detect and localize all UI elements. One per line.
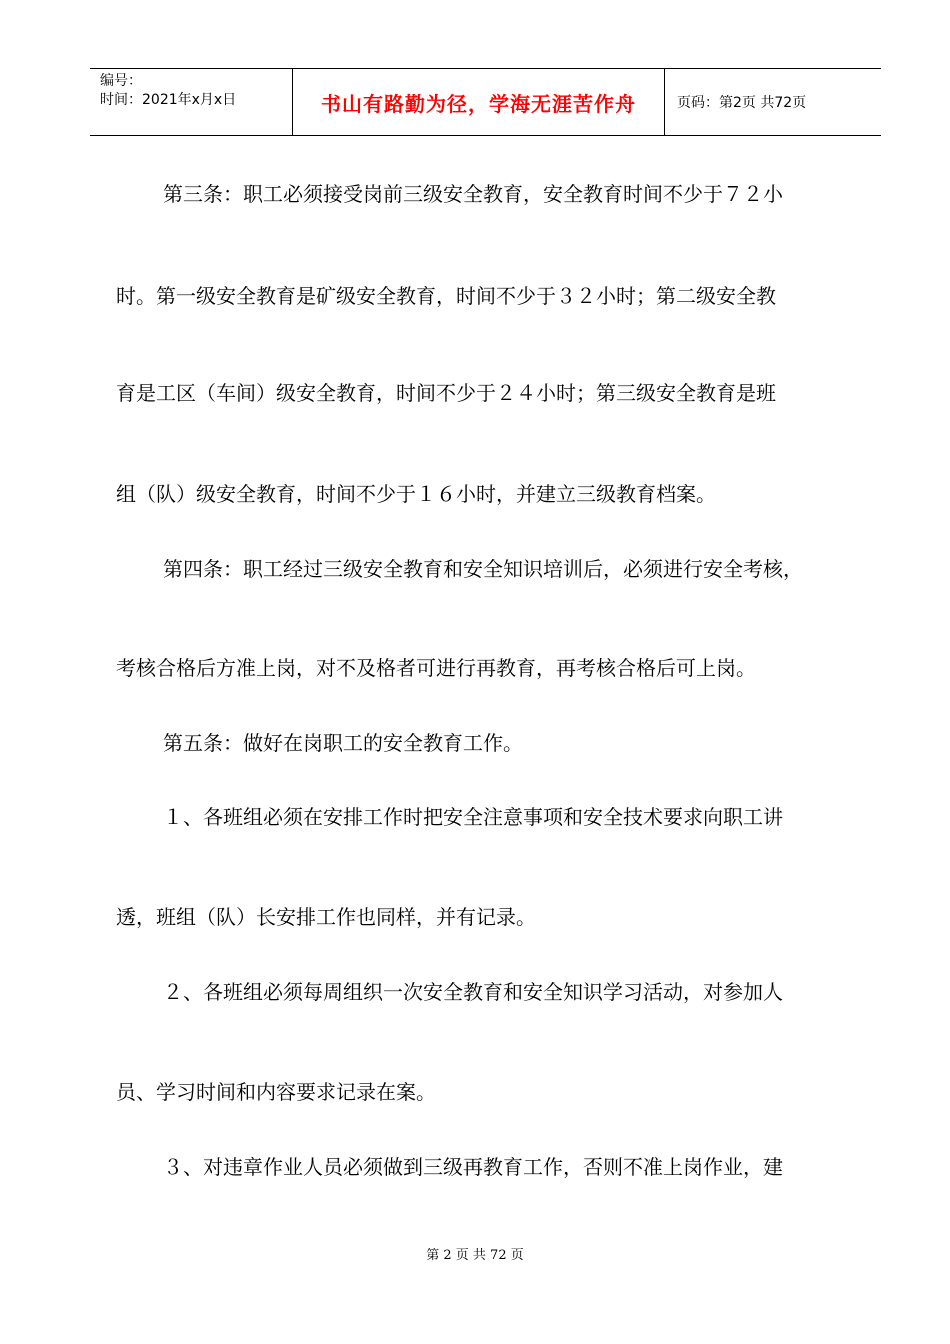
body-line: １、各班组必须在安排工作时把安全注意事项和安全技术要求向职工讲: [163, 805, 783, 829]
body-line: ３、对违章作业人员必须做到三级再教育工作，否则不准上岗作业，建: [163, 1155, 783, 1179]
document-header: [90, 68, 881, 136]
body-line: ２、各班组必须每周组织一次安全教育和安全知识学习活动，对参加人: [163, 980, 783, 1004]
header-slogan: 书山有路勤为径，学海无涯苦作舟: [293, 69, 665, 135]
body-line: 组（队）级安全教育，时间不少于１６小时，并建立三级教育档案。: [116, 482, 716, 506]
header-code-label: 编号：: [100, 73, 142, 89]
body-line: 第三条：职工必须接受岗前三级安全教育，安全教育时间不少于７２小: [163, 182, 783, 206]
body-line: 员、学习时间和内容要求记录在案。: [116, 1080, 436, 1104]
body-line: 第四条：职工经过三级安全教育和安全知识培训后，必须进行安全考核，: [163, 557, 803, 581]
header-meta: [90, 69, 293, 135]
body-line: 第五条：做好在岗职工的安全教育工作。: [163, 731, 523, 755]
page-footer: 第 2 页 共 72 页: [426, 1248, 524, 1263]
body-line: 透，班组（队）长安排工作也同样，并有记录。: [116, 905, 536, 929]
header-time-label: 时间：2021年x月x日: [100, 92, 237, 108]
header-page-info: 页码：第2页 共72页: [677, 95, 807, 111]
body-line: 时。第一级安全教育是矿级安全教育，时间不少于３２小时；第二级安全教: [116, 284, 776, 308]
body-line: 考核合格后方准上岗，对不及格者可进行再教育，再考核合格后可上岗。: [116, 656, 756, 680]
body-line: 育是工区（车间）级安全教育，时间不少于２４小时；第三级安全教育是班: [116, 381, 776, 405]
